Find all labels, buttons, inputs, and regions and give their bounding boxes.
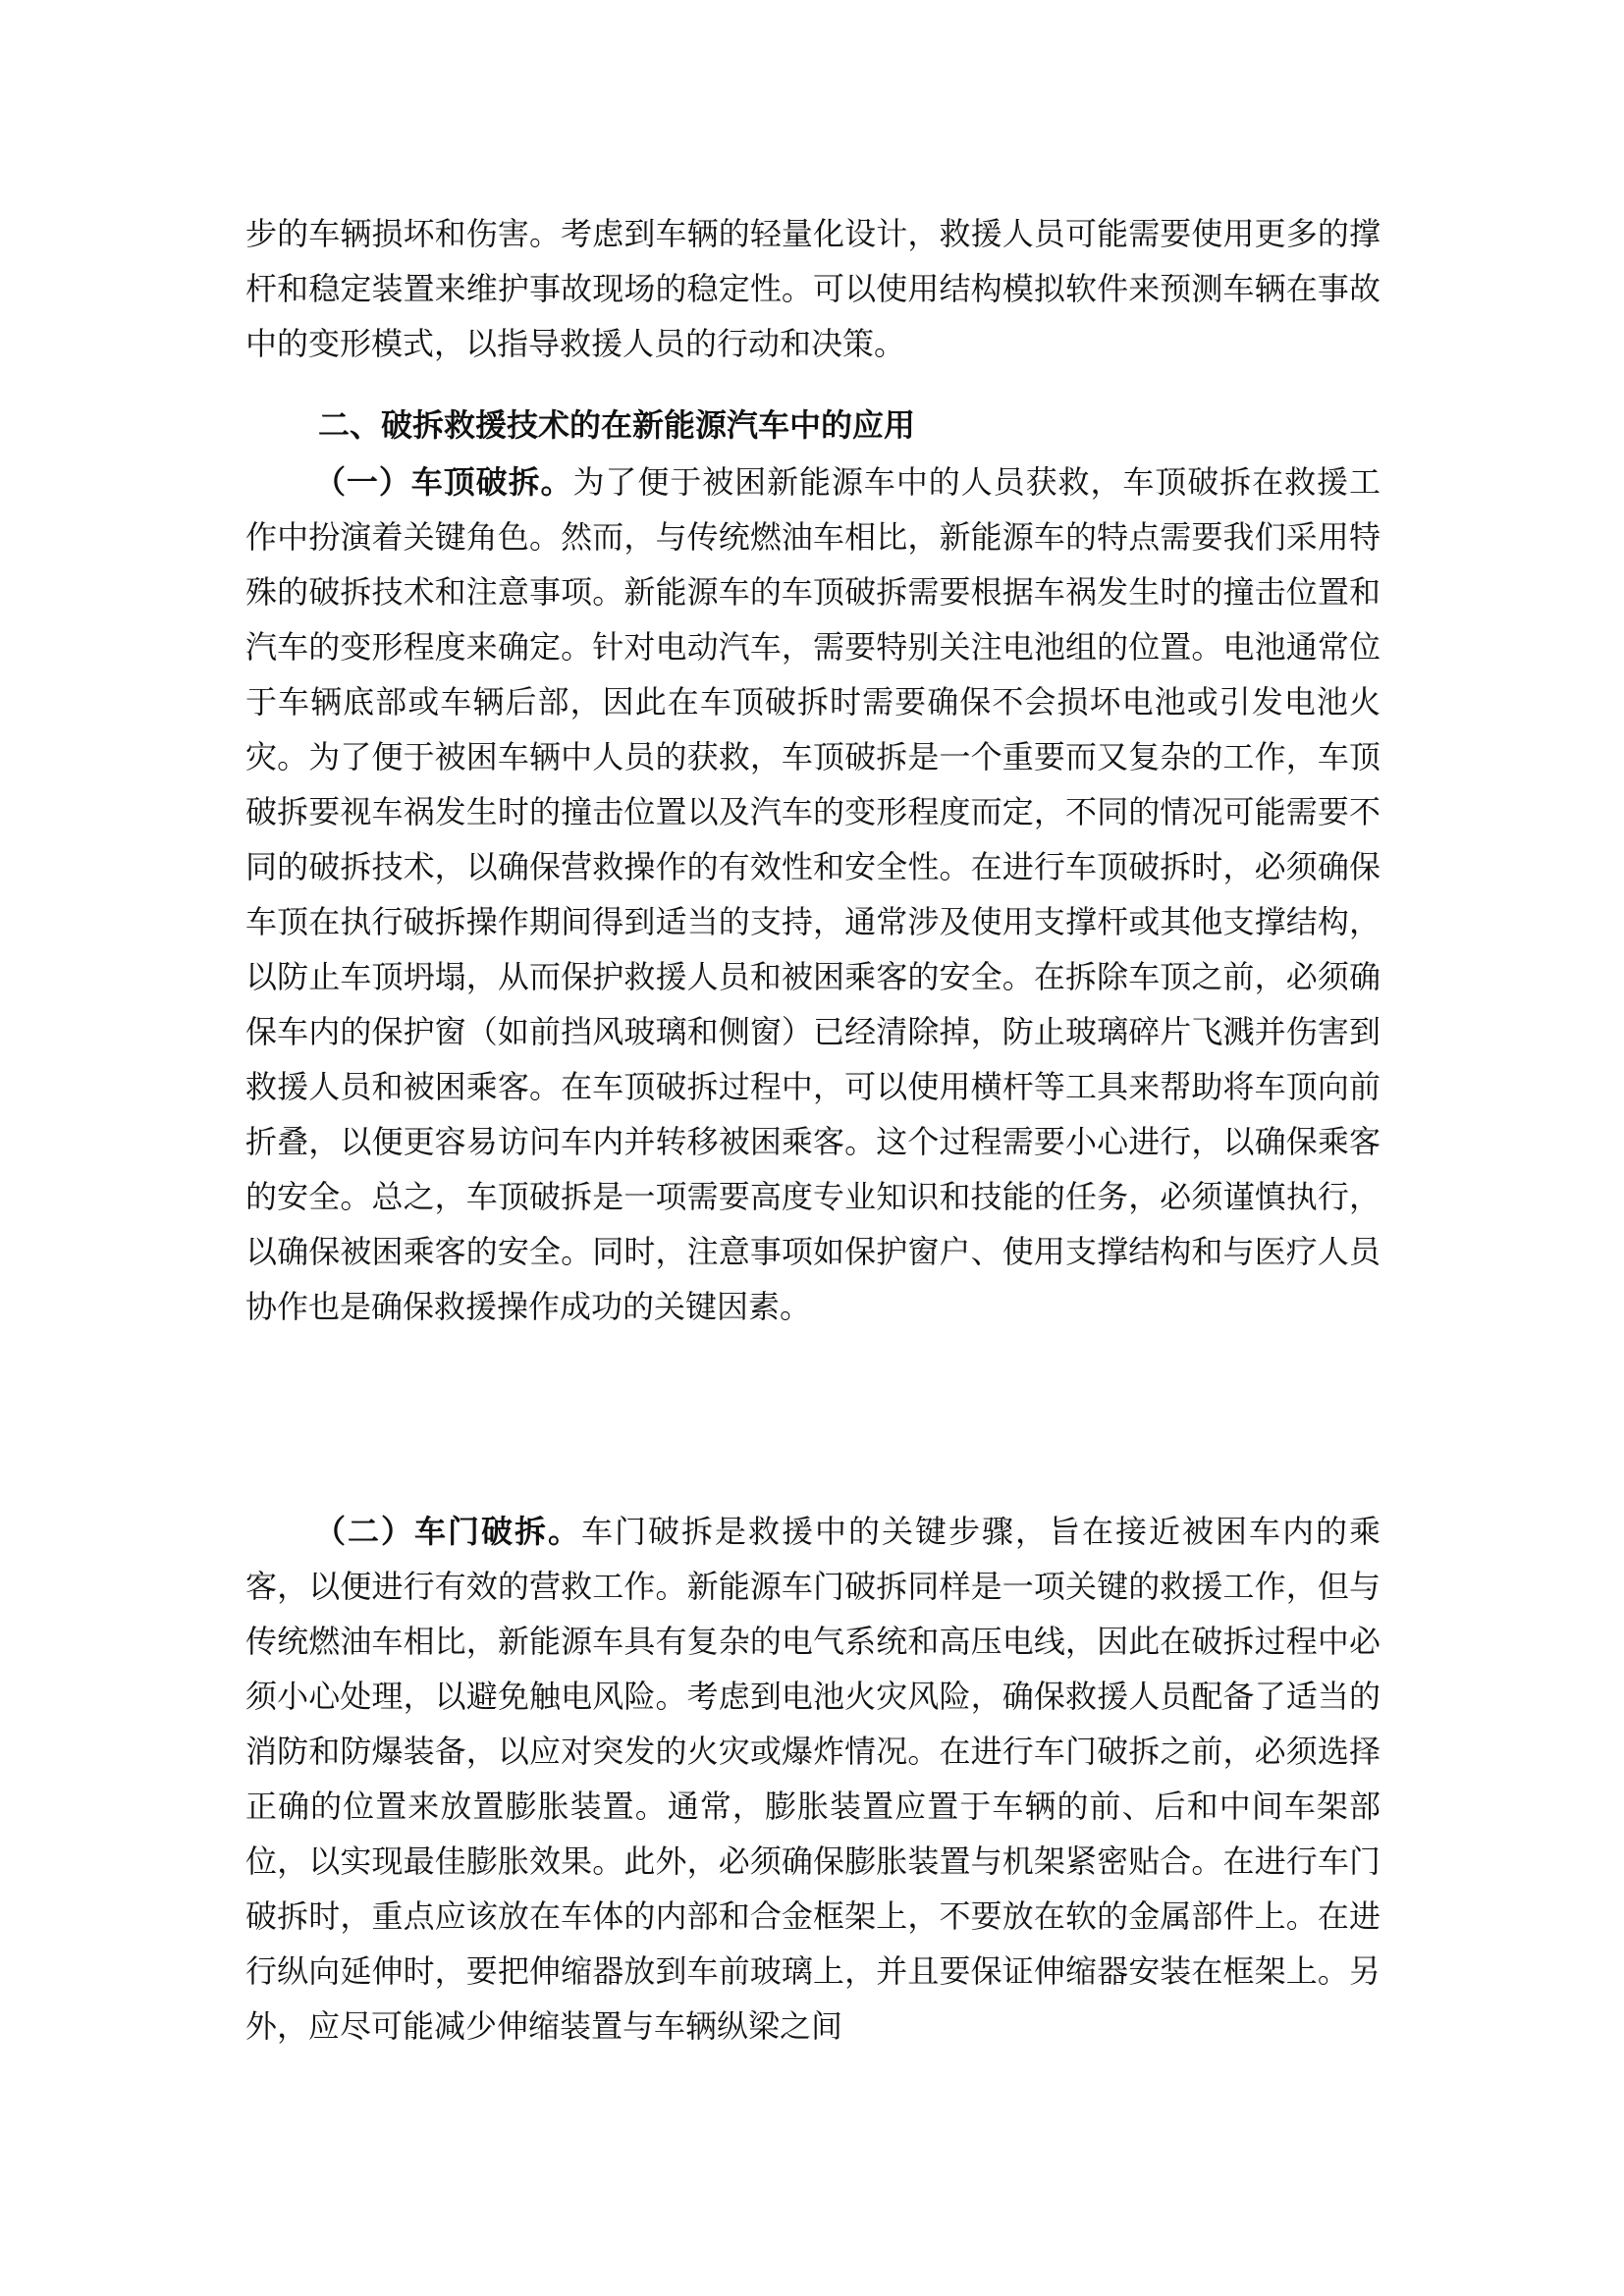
roof-demolition-body: 为了便于被困新能源车中的人员获救，车顶破拆在救援工作中扮演着关键角色。然而，与传统燃油车相比，新能源车的特点需要我们采用特殊的破拆技术和注意事项。新能源车的车顶破拆需要根据车祸发生时的撞击位置和汽车的变形程度来确定。针对电动汽车，需要特别关注电池组的位置。电池通常位于车辆底部或车辆后部，因此在车顶破拆时需要确保不会损坏电池或引发电池火灾。为了便于被困车辆中人员的获救，车顶破拆是一个重要而又复杂的工作，车顶破拆要视车祸发生时的撞击位置以及汽车的变形程度而定，不同的情况可能需要不同的破拆技术，以确保营救操作的有效性和安全性。在进行车顶破拆时，必须确保车顶在执行破拆操作期间得到适当的支持，通常涉及使用支撑杆或其他支撑结构，以防止车顶坍塌，从而保护救援人员和被困乘客的安全。在拆除车顶之前，必须确保车内的保护窗（如前挡风玻璃和侧窗）已经清除掉，防止玻璃碎片飞溅并伤害到救援人员和被困乘客。在车顶破拆过程中，可以使用横杆等工具来帮助将车顶向前折叠，以便更容易访问车内并转移被困乘客。这个过程需要小心进行，以确保乘客的安全。总之，车顶破拆是一项需要高度专业知识和技能的任务，必须谨慎执行，以确保被困乘客的安全。同时，注意事项如保护窗户、使用支撑结构和与医疗人员协作也是确保救援操作成功的关键因素。 [245, 463, 1380, 1325]
door-demolition-lead: （二）车门破拆。 [314, 1513, 581, 1550]
door-demolition-paragraph [245, 1504, 1380, 2054]
section-heading: 二、破拆救援技术的在新能源汽车中的应用 [318, 406, 916, 444]
door-demolition-body: 车门破拆是救援中的关键步骤，旨在接近被困车内的乘客，以便进行有效的营救工作。新能源车门破拆同样是一项关键的救援工作，但与传统燃油车相比，新能源车具有复杂的电气系统和高压电线，因此在破拆过程中必须小心处理，以避免触电风险。考虑到电池火灾风险，确保救援人员配备了适当的消防和防爆装备，以应对突发的火灾或爆炸情况。在进行车门破拆之前，必须选择正确的位置来放置膨胀装置。通常，膨胀装置应置于车辆的前、后和中间车架部位，以实现最佳膨胀效果。此外，必须确保膨胀装置与机架紧密贴合。在进行车门破拆时，重点应该放在车体的内部和合金框架上，不要放在软的金属部件上。在进行纵向延伸时，要把伸缩器放到车前玻璃上，并且要保证伸缩器安装在框架上。另外，应尽可能减少伸缩装置与车辆纵梁之间 [245, 1513, 1380, 2045]
roof-demolition-paragraph [245, 454, 1380, 1334]
roof-demolition-lead: （一）车顶破拆。 [314, 463, 573, 501]
continuation-paragraph: 步的车辆损坏和伤害。考虑到车辆的轻量化设计，救援人员可能需要使用更多的撑杆和稳定装置来维护事故现场的稳定性。可以使用结构模拟软件来预测车辆在事故中的变形模式，以指导救援人员的行动和决策。 [245, 215, 1380, 362]
